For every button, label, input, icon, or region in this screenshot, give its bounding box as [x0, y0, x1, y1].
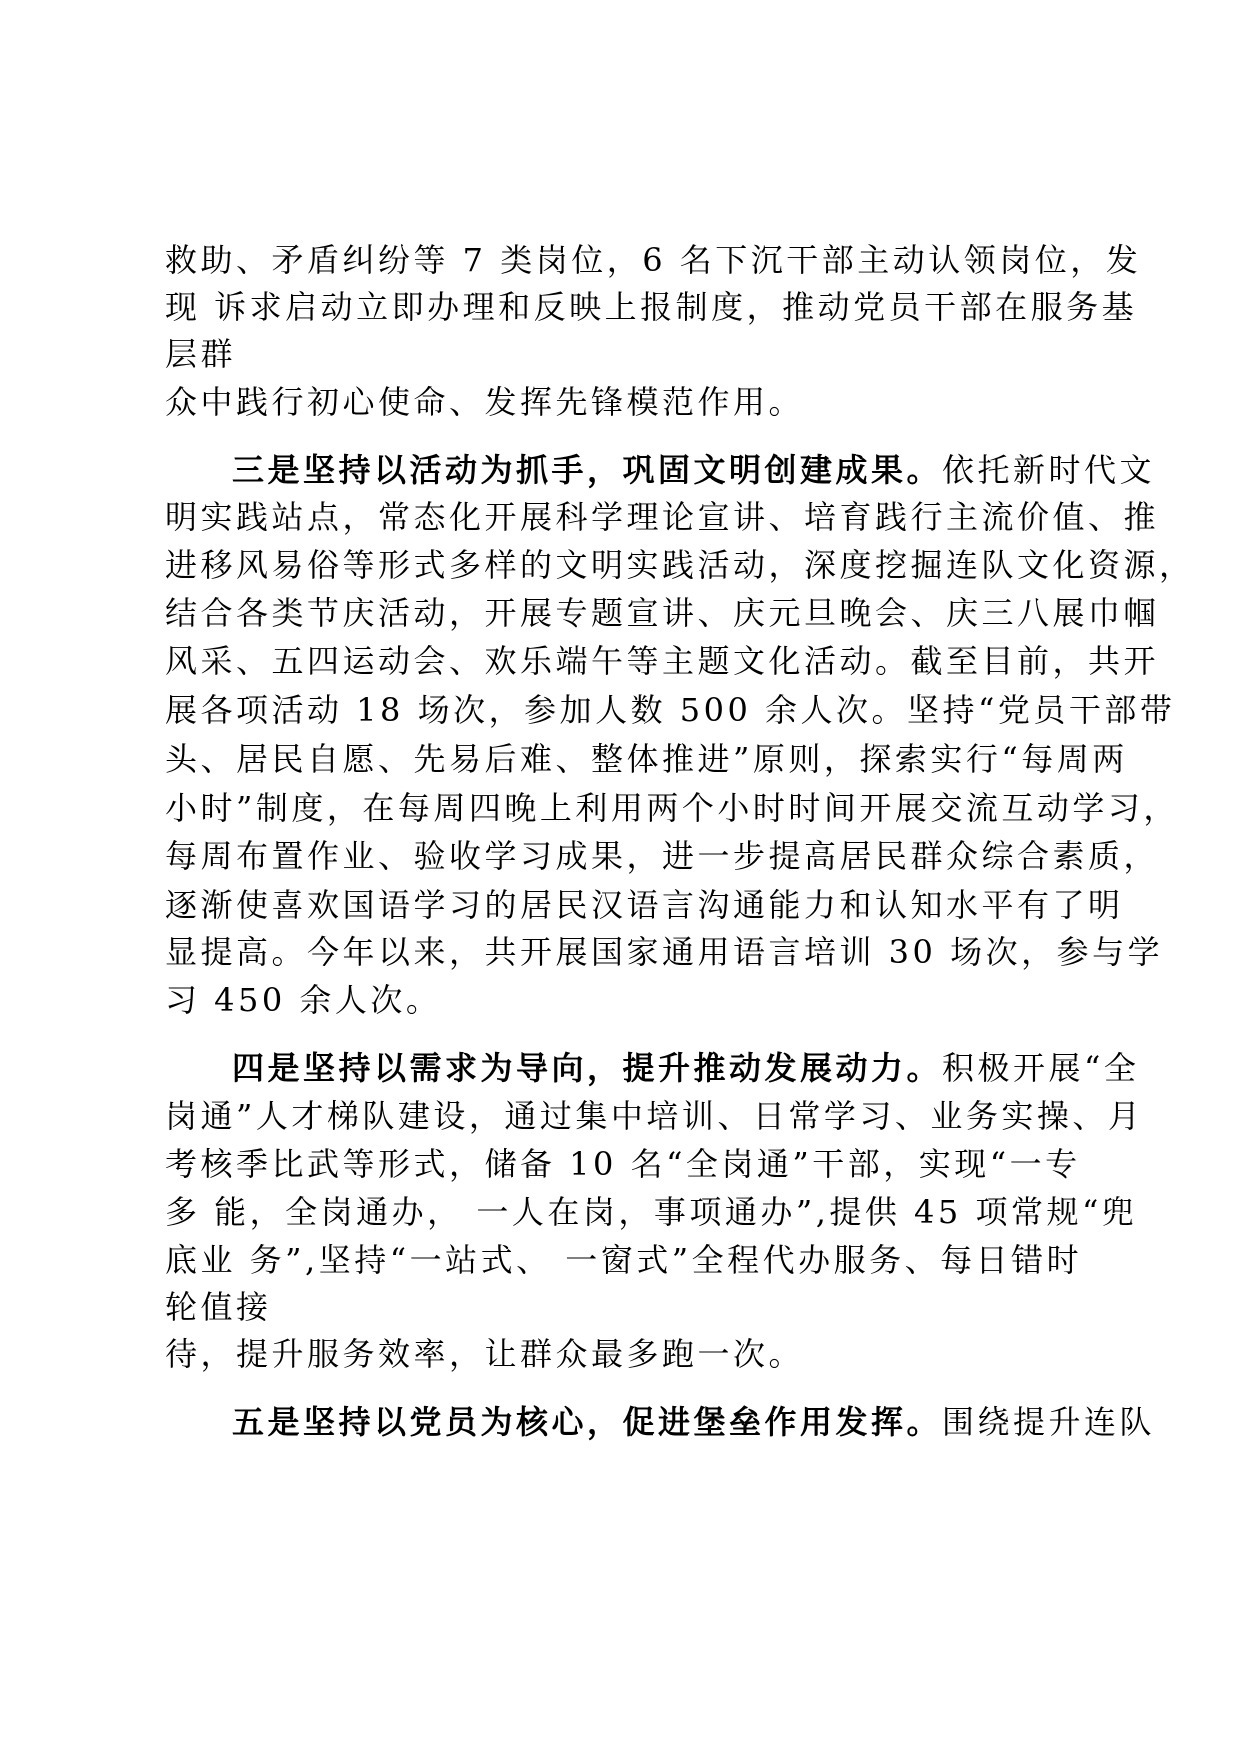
- paragraph-3-line-1: [232, 1046, 1139, 1090]
- paragraph-1-line-2: 现 诉求启动立即办理和反映上报制度，推动党员干部在服务基: [165, 288, 1138, 326]
- paragraph-1-line-3: 层群: [165, 335, 237, 373]
- paragraph-1-line-4: 众中践行初心使命、发挥先锋模范作用。: [165, 383, 805, 421]
- paragraph-2-line-5: 风采、五四运动会、欢乐端午等主题文化活动。截至目前，共开: [165, 642, 1160, 680]
- paragraph-4-line-1: [232, 1400, 1155, 1444]
- paragraph-3-line-1-rest: 积极开展“全: [942, 1049, 1140, 1087]
- paragraph-3-heading: 四是坚持以需求为导向，提升推动发展动力。: [232, 1049, 943, 1087]
- paragraph-2-line-2: 明实践站点，常态化开展科学理论宣讲、培育践行主流价值、推: [165, 498, 1160, 536]
- paragraph-2-line-4: 结合各类节庆活动，开展专题宣讲、庆元旦晚会、庆三八展巾帼: [165, 594, 1160, 632]
- paragraph-2-line-1: [232, 448, 1155, 492]
- paragraph-3-line-7: 待，提升服务效率，让群众最多跑一次。: [165, 1335, 805, 1373]
- paragraph-1-line-1: 救助、矛盾纠纷等 7 类岗位，6 名下沉干部主动认领岗位，发: [165, 241, 1142, 279]
- paragraph-3-line-2: 岗通”人才梯队建设，通过集中培训、日常学习、业务实操、月: [165, 1097, 1144, 1135]
- paragraph-2-line-12: 习 450 余人次。: [165, 981, 442, 1019]
- paragraph-3-line-5: 底业 务”,坚持“一站式、 一窗式”全程代办服务、每日错时: [165, 1241, 1083, 1279]
- paragraph-2-line-10: 逐渐使喜欢国语学习的居民汉语言沟通能力和认知水平有了明: [165, 886, 1124, 924]
- paragraph-2-line-8: 小时”制度，在每周四晚上利用两个小时时间开展交流互动学习，: [165, 789, 1179, 827]
- paragraph-3-line-3: 考核季比武等形式，储备 10 名“全岗通”干部，实现“一专: [165, 1145, 1081, 1183]
- paragraph-4-heading: 五是坚持以党员为核心，促进堡垒作用发挥。: [232, 1403, 943, 1441]
- paragraph-2-line-11: 显提高。今年以来，共开展国家通用语言培训 30 场次，参与学: [165, 933, 1164, 971]
- paragraph-2-line-1-rest: 依托新时代文: [942, 451, 1156, 489]
- paragraph-2-line-6: 展各项活动 18 场次，参加人数 500 余人次。坚持“党员干部带: [165, 691, 1176, 729]
- paragraph-2-line-9: 每周布置作业、验收学习成果，进一步提高居民群众综合素质，: [165, 837, 1160, 875]
- paragraph-2-line-7: 头、居民自愿、先易后难、整体推进”原则，探索实行“每周两: [165, 740, 1128, 778]
- paragraph-3-line-4: 多 能，全岗通办， 一人在岗，事项通办”,提供 45 项常规“兜: [165, 1193, 1138, 1231]
- paragraph-3-line-6: 轮值接: [165, 1288, 272, 1326]
- paragraph-4-line-1-rest: 围绕提升连队: [942, 1403, 1156, 1441]
- paragraph-2-line-3: 进移风易俗等形式多样的文明实践活动，深度挖掘连队文化资源，: [165, 546, 1195, 584]
- paragraph-2-heading: 三是坚持以活动为抓手，巩固文明创建成果。: [232, 451, 943, 489]
